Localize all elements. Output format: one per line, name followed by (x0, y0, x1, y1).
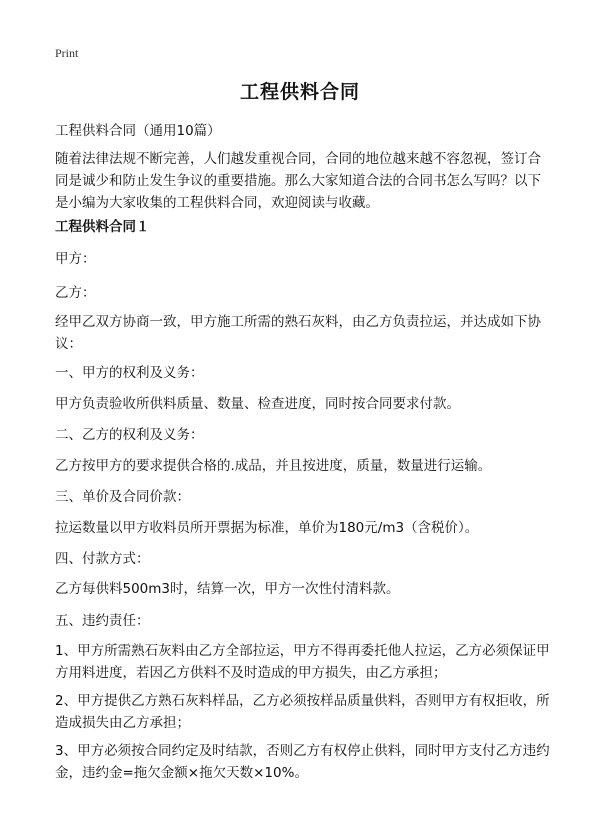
document-subtitle: 工程供料合同（通用10篇） (55, 123, 221, 139)
section-3-body: 拉运数量以甲方收料员所开票据为标准，单价为180元/m3（含税价）。 (55, 520, 479, 536)
section-5-title: 五、违约责任： (55, 613, 150, 629)
contract-heading: 工程供料合同１ (55, 219, 150, 235)
clause-1: 1、甲方所需熟石灰料由乙方全部拉运，甲方不得再委托他人拉运，乙方必须保证甲方用料进度，若因乙方供料不及时造成的甲方损失，由乙方承担； (55, 643, 550, 681)
section-2-body: 乙方按甲方的要求提供合格的.成品，并且按进度，质量，数量进行运输。 (55, 458, 492, 474)
section-4-title: 四、付款方式： (55, 551, 150, 567)
agreement-paragraph: 经甲乙双方协商一致，甲方施工所需的熟石灰料，由乙方负责拉运，并达成如下协议： (55, 314, 541, 352)
party-a-line: 甲方： (55, 251, 96, 267)
clause-3: 3、甲方必须按合同约定及时结款，否则乙方有权停止供料，同时甲方支付乙方违约金，违约金=拖欠金额×拖欠天数×10%。 (55, 743, 550, 781)
section-1-body: 甲方负责验收所供料质量、数量、检查进度，同时按合同要求付款。 (55, 396, 460, 412)
section-1-title: 一、甲方的权利及义务： (55, 365, 204, 381)
section-2-title: 二、乙方的权利及义务： (55, 427, 204, 443)
section-4-body: 乙方每供料500m3时，结算一次，甲方一次性付清料款。 (55, 581, 400, 597)
clause-2: 2、甲方提供乙方熟石灰料样品，乙方必须按样品质量供料，否则甲方有权拒收，所造成损失由乙方承担； (55, 693, 550, 731)
document-title: 工程供料合同 (239, 81, 360, 103)
section-3-title: 三、单价及合同价款： (55, 489, 190, 505)
print-label: Print (55, 46, 79, 60)
party-b-line: 乙方： (55, 285, 96, 301)
intro-paragraph: 随着法律法规不断完善，人们越发重视合同，合同的地位越来越不容忽视，签订合同是诚少和防止发生争议的重要措施。那么大家知道合法的合同书怎么写吗？以下是小编为大家收集的工程供料合同，欢迎阅读与收藏。 (55, 151, 541, 211)
